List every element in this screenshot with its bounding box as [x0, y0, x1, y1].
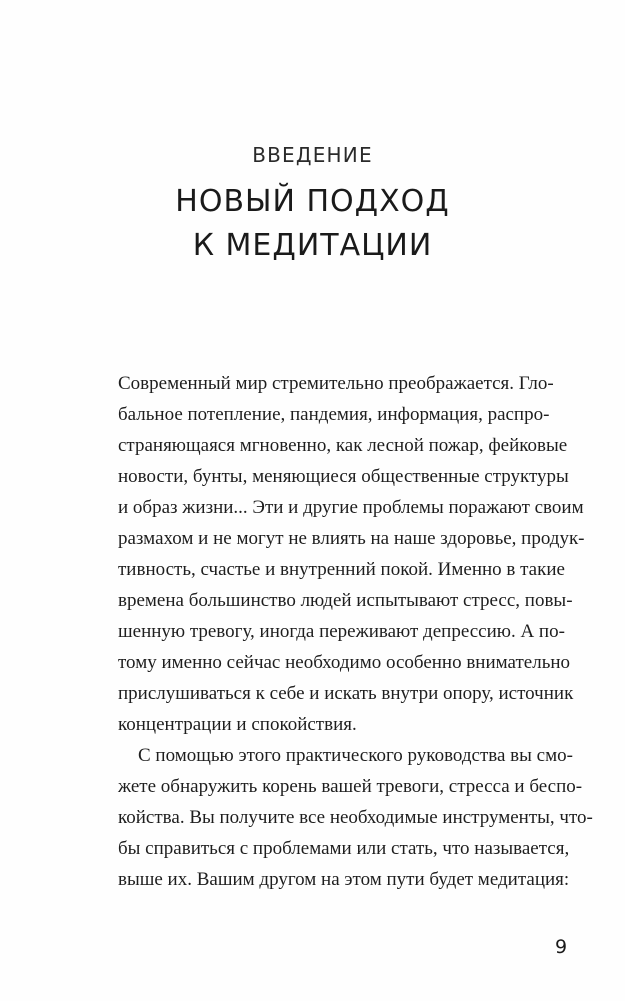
- text-line: тому именно сейчас необходимо особенно внимательно: [118, 652, 571, 673]
- text-line: времена большинство людей испытывают стресс, повы-: [118, 590, 573, 611]
- chapter-title-line: К МЕДИТАЦИИ: [192, 228, 433, 263]
- text-line: бы справиться с проблемами или стать, что называется,: [118, 838, 570, 859]
- chapter-title: [0, 180, 625, 268]
- chapter-label: ВВЕДЕНИЕ: [252, 143, 373, 167]
- text-line: выше их. Вашим другом на этом пути будет медитация:: [118, 869, 570, 890]
- text-line: жете обнаружить корень вашей тревоги, стресса и беспо-: [118, 776, 583, 797]
- paragraph-1: [118, 368, 585, 740]
- text-line: С помощью этого практического руководства вы смо-: [138, 745, 573, 766]
- page-number: 9: [555, 936, 568, 958]
- text-line: Современный мир стремительно преображается. Гло-: [118, 373, 554, 394]
- paragraph-2: [118, 740, 593, 895]
- text-line: койства. Вы получите все необходимые инструменты, что-: [118, 807, 593, 828]
- text-line: и образ жизни... Эти и другие проблемы поражают своим: [118, 497, 584, 518]
- text-line: концентрации и спокойствия.: [118, 714, 357, 735]
- text-line: бальное потепление, пандемия, информация, распро-: [118, 404, 550, 425]
- text-line: размахом и не могут не влиять на наше здоровье, продук-: [118, 528, 585, 549]
- text-line: новости, бунты, меняющиеся общественные структуры: [118, 466, 569, 487]
- text-line: шенную тревогу, иногда переживают депрессию. А по-: [118, 621, 565, 642]
- text-line: прислушиваться к себе и искать внутри опору, источник: [118, 683, 574, 704]
- chapter-title-line: НОВЫЙ ПОДХОД: [175, 184, 450, 219]
- text-line: тивность, счастье и внутренний покой. Именно в такие: [118, 559, 565, 580]
- body-text: [118, 368, 593, 895]
- text-line: страняющаяся мгновенно, как лесной пожар, фейковые: [118, 435, 568, 456]
